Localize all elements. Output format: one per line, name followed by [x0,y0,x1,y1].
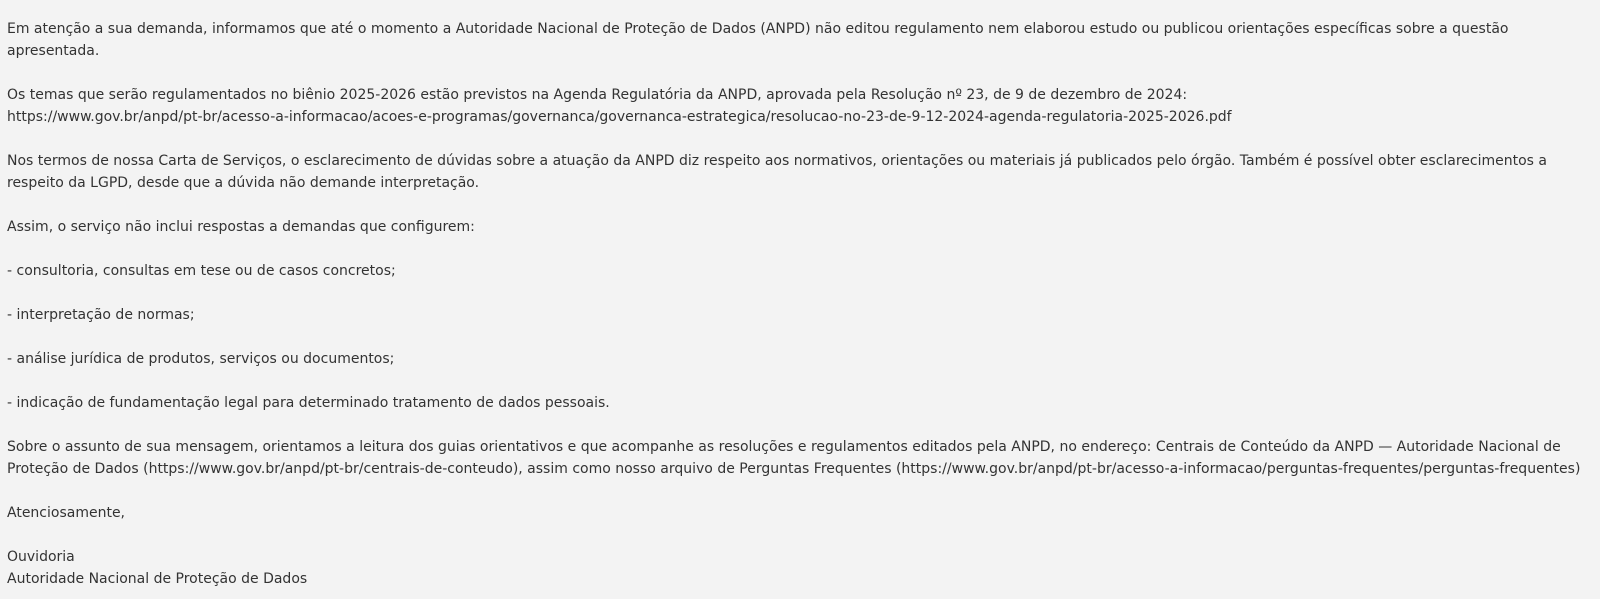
list-item: - consultoria, consultas em tese ou de casos concretos; [7,263,396,279]
agenda-paragraph [7,84,1594,128]
closing-text: Atenciosamente, [7,505,126,521]
agenda-text: Os temas que serão regulamentados no biênio 2025-2026 estão previstos na Agenda Regulatória da ANPD, aprovada pela Resolução nº 23, de 9 de dezembro de 2024: [7,87,1188,103]
signature-block [7,546,1594,590]
carta-servicos-paragraph: Nos termos de nossa Carta de Serviços, o esclarecimento de dúvidas sobre a atuação da ANPD diz respeito aos normativos, orientações ou materiais já publicados pelo órgão. Também é possível obter esclarecimentos a respeito da LGPD, desde que a dúvida não demande interpretação. [7,153,1548,191]
list-item: - interpretação de normas; [7,307,195,323]
signature-office: Ouvidoria [7,549,75,565]
signature-org: Autoridade Nacional de Proteção de Dados [7,571,308,587]
service-excludes-paragraph: Assim, o serviço não inclui respostas a demandas que configurem: [7,219,475,235]
guidance-paragraph: Sobre o assunto de sua mensagem, orientamos a leitura dos guias orientativos e que acompanhe as resoluções e regulamentos editados pela ANPD, no endereço: Centrais de Conteúdo da ANPD — Autoridade Nacional de Proteção de Dados (https://www.gov.br/anpd/pt-br/centrais-de-conteudo), assim como nosso arquivo de Perguntas Frequentes (https://www.gov.br/anpd/pt-br/acesso-a-informacao/perguntas-frequentes/perguntas-frequentes) [7,439,1581,477]
list-item: - análise jurídica de produtos, serviços ou documentos; [7,351,395,367]
intro-paragraph: Em atenção a sua demanda, informamos que até o momento a Autoridade Nacional de Proteção de Dados (ANPD) não editou regulamento nem elaborou estudo ou publicou orientações específicas sobre a questão apresentada. [7,21,1509,59]
agenda-url: https://www.gov.br/anpd/pt-br/acesso-a-informacao/acoes-e-programas/governanca/governanca-estrategica/resolucao-no-23-de-9-12-2024-agenda-regulatoria-2025-2026.pdf [7,109,1232,125]
list-item: - indicação de fundamentação legal para determinado tratamento de dados pessoais. [7,395,610,411]
